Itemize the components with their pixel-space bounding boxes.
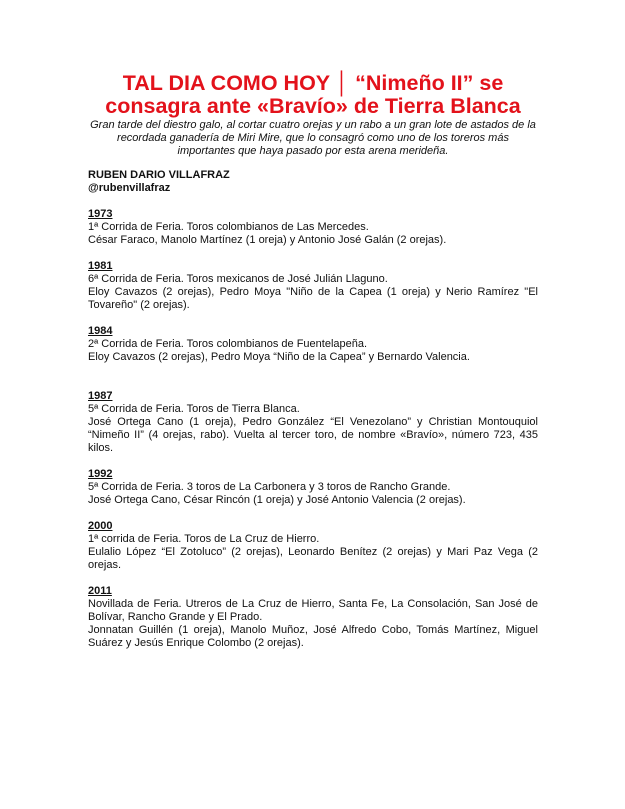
article	[88, 72, 538, 650]
article-title: TAL DIA COMO HOY │ “Nimeño II” se consagra ante «Bravío» de Tierra Blanca	[105, 71, 521, 118]
entry-event: 1ª corrida de Feria. Toros de La Cruz de Hierro.	[88, 533, 320, 545]
entry-1981	[88, 260, 538, 312]
article-subtitle: Gran tarde del diestro galo, al cortar cuatro orejas y un rabo a un gran lote de astados de la recordada ganadería de Miri Mire, que lo consagró como uno de los toreros más importantes que haya pasado por esta arena merideña.	[90, 119, 536, 157]
entry-event: 1ª Corrida de Feria. Toros colombianos de Las Mercedes.	[88, 221, 369, 233]
entry-1987	[88, 390, 538, 455]
entry-result: José Ortega Cano, César Rincón (1 oreja) y José Antonio Valencia (2 orejas).	[88, 494, 466, 506]
entry-year: 1987	[88, 390, 113, 402]
entry-event: 6ª Corrida de Feria. Toros mexicanos de José Julián Llaguno.	[88, 273, 388, 285]
entry-result: Eulalio López “El Zotoluco” (2 orejas), Leonardo Benítez (2 orejas) y Mari Paz Vega (2 orejas.	[88, 546, 538, 571]
entry-event: 2ª Corrida de Feria. Toros colombianos de Fuentelapeña.	[88, 338, 368, 350]
entry-event: 5ª Corrida de Feria. 3 toros de La Carbonera y 3 toros de Rancho Grande.	[88, 481, 451, 493]
entry-event: 5ª Corrida de Feria. Toros de Tierra Blanca.	[88, 403, 300, 415]
entry-result: Jonnatan Guillén (1 oreja), Manolo Muñoz, José Alfredo Cobo, Tomás Martínez, Miguel Suárez y Jesús Enrique Colombo (2 orejas).	[88, 624, 538, 649]
entry-year: 2011	[88, 585, 112, 597]
entry-2000	[88, 520, 538, 572]
entry-result: Eloy Cavazos (2 orejas), Pedro Moya “Niño de la Capea” y Bernardo Valencia.	[88, 351, 470, 363]
author-name: RUBEN DARIO VILLAFRAZ	[88, 169, 230, 181]
entry-1973	[88, 208, 538, 247]
entry-result: César Faraco, Manolo Martínez (1 oreja) y Antonio José Galán (2 orejas).	[88, 234, 447, 246]
entry-year: 2000	[88, 520, 113, 532]
entry-year: 1973	[88, 208, 113, 220]
entry-1984	[88, 325, 538, 364]
entry-year: 1981	[88, 260, 113, 272]
author-block	[88, 169, 538, 195]
entry-year: 1992	[88, 468, 113, 480]
entry-event: Novillada de Feria. Utreros de La Cruz de Hierro, Santa Fe, La Consolación, San José de Bolívar, Rancho Grande y El Prado.	[88, 598, 538, 623]
entry-1992	[88, 468, 538, 507]
entry-result: Eloy Cavazos (2 orejas), Pedro Moya "Niño de la Capea (1 oreja) y Nerio Ramírez "El Tovareño" (2 orejas).	[88, 286, 538, 311]
author-handle: @rubenvillafraz	[88, 182, 171, 194]
entries-list	[88, 208, 538, 650]
entry-2011	[88, 585, 538, 650]
entry-year: 1984	[88, 325, 113, 337]
entry-result: José Ortega Cano (1 oreja), Pedro González “El Venezolano” y Christian Montouquiol “Nimeño II” (4 orejas, rabo). Vuelta al tercer toro, de nombre «Bravío», número 723, 435 kilos.	[88, 416, 538, 454]
